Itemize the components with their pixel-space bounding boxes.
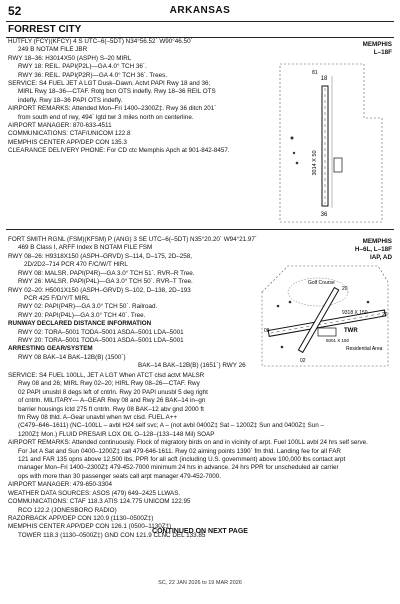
airport-name-line: FORT SMITH RGNL (FSM)(KFSM) P (ANG) 3 SE UTC–6(–5DT) N35°20.20´ W94°21.97´ bbox=[8, 236, 258, 243]
arresting-gear-line: BAK–14 BAK–12B(B) (1651´) RWY 26 bbox=[138, 362, 246, 370]
service-line: SERVICE: S4 FUEL JET A LGT Dusk–Dawn. Actvt PAPI Rwy 18 and 36; bbox=[8, 80, 211, 88]
chart-ref-memphis: MEMPHIS bbox=[362, 238, 392, 245]
remarks-line: AIRPORT REMARKS: Attended Mon–Fri 1400–2300Z‡. Rwy 36 ditch 201´ bbox=[8, 105, 217, 113]
center-line: MEMPHIS CENTER APP/DEP CON 135.3 bbox=[8, 138, 127, 146]
center-line: MEMPHIS CENTER APP/DEP CON 126.1 (0500–1130Z‡) bbox=[8, 523, 172, 531]
rco-line: RCO 122.2 (JONESBORO RADIO) bbox=[18, 506, 117, 514]
header-rule bbox=[6, 21, 394, 22]
service-line: SERVICE: S4 FUEL 100LL, JET A LGT When ATCT clsd actvt MALSR bbox=[8, 372, 205, 379]
residential-area-label: Residential Area bbox=[346, 346, 383, 352]
rwy-08-label: 08 bbox=[264, 328, 270, 334]
service-line: 02 PAPI unusbl 8 degs left of cntrln. Rwy 20 PAPI unusbl 5 deg right bbox=[18, 388, 208, 396]
runway-dimension-label: 9318 X 150 bbox=[342, 310, 368, 316]
remarks-line: ops with more than 30 passenger seats call arpt manager 479-452-7000. bbox=[18, 472, 222, 480]
service-line: (C479–646–1611) (NC–100LL – avbl H24 self svc; A – (not avbl 0400Z‡ Sat – 1200Z‡ Sun and 0400Z‡ Sun – bbox=[18, 422, 324, 430]
runway-end-line: RWY 18: REIL. PAPI(P2L)—GA 4.0° TCH 36´. bbox=[18, 63, 147, 71]
elev-top-label: 81 bbox=[312, 70, 318, 76]
chart-ref-iap: IAP, AD bbox=[369, 254, 392, 261]
comms-line: COMMUNICATIONS: CTAF 118.3 ATIS 124.775 UNICOM 122.95 bbox=[8, 498, 191, 506]
airport-name-line: HUTFLY (FCY)(KFCY) 4 S UTC–6(–5DT) N34°56.52´ W90°46.50´ bbox=[8, 38, 193, 45]
runway-line: RWY 08–26: H9318X150 (ASPH–GRVD) S–114, D–175, 2D–258, bbox=[8, 253, 193, 260]
remarks-line: For Jet A Sat and Sun 0400–1200Z‡ call 479-646-1611. Rwy 02 aiming points 1390´ fm thld. Landing fee for all FAR bbox=[18, 447, 341, 455]
runway-end-line: RWY 20: PAPI(P4L)—GA 3.0° TCH 40´. Tree. bbox=[18, 311, 146, 319]
fort-smith-remarks bbox=[8, 372, 396, 540]
elev-line: 249 B NOTAM FILE JBR bbox=[18, 46, 88, 54]
obstruction-symbol bbox=[367, 301, 370, 304]
declared-distance-heading: RUNWAY DECLARED DISTANCE INFORMATION bbox=[8, 320, 152, 328]
fort-smith-header bbox=[8, 236, 396, 253]
rwy-36-label: 36 bbox=[320, 212, 328, 218]
tower-line: TOWER 118.3 (1130–0500Z‡) GND CON 121.9 CLNC DEL 133.85 bbox=[18, 531, 206, 539]
declared-distance-line: RWY 02: TORA–5001 TODA–5001 ASDA–5001 LDA–5001 bbox=[18, 328, 184, 336]
edition-dates: SC, 22 JAN 2026 to 19 MAR 2026 bbox=[158, 580, 242, 586]
city-heading-forrest-city: FORREST CITY bbox=[8, 24, 82, 35]
obstruction-symbol bbox=[289, 301, 292, 304]
app-dep-line: RAZORBACK APP/DEP CON 120.9 (1130–0500Z‡) bbox=[8, 514, 154, 522]
diagram-border bbox=[280, 64, 382, 222]
golf-course-label: Golf Course bbox=[308, 280, 335, 286]
chart-ref-l18f: L–18F bbox=[373, 49, 392, 56]
declared-distance-line: RWY 20: TORA–5001 TODA–5001 ASDA–5001 LDA–5001 bbox=[18, 337, 184, 345]
runway-line: RWY 18–36: H3014X50 (ASPH) S–20 MIRL bbox=[8, 54, 132, 62]
weather-line: WEATHER DATA SOURCES: ASOS (479) 649–2425 LLWAS. bbox=[8, 489, 181, 497]
rwy-26-label: 26 bbox=[382, 312, 388, 318]
elev-line: 469 B Class I, ARFF Index B NOTAM FILE FSM bbox=[18, 244, 153, 252]
continued-note: CONTINUED ON NEXT PAGE bbox=[152, 528, 248, 535]
state-title: ARKANSAS bbox=[169, 5, 231, 16]
rwy-20-label: 20 bbox=[342, 286, 348, 292]
service-line: 1200Z‡ Mon.) FLUID PRESAIR LOX OIL O–128–(133–148 Mil) SOAP bbox=[18, 430, 215, 438]
runway-line: 2D/2D2–714 PCR 470 F/C/W/T HIRL bbox=[24, 261, 128, 269]
manager-line: AIRPORT MANAGER: 870-633-4511 bbox=[8, 122, 112, 130]
forrest-city-entry bbox=[8, 38, 270, 156]
tower-label: TWR bbox=[344, 328, 358, 334]
service-line: fm Rwy 08 thld. A–Gear unavbl when twr clsd. FUEL A++ bbox=[18, 414, 178, 422]
page-number: 52 bbox=[8, 4, 22, 18]
runway-18-36 bbox=[322, 86, 328, 206]
service-line: Rwy 08 and 26; MIRL Rwy 02–20; HIRL Rwy 08–26—CTAF. Rwy bbox=[18, 380, 200, 388]
service-line: MIRL Rwy 18–36—CTAF. Rotg bcn OTS indefly. Rwy 18–36 REIL OTS bbox=[18, 88, 216, 96]
obstruction-symbol bbox=[291, 137, 294, 140]
runway-end-line: RWY 36: REIL. PAPI(P2R)—GA 4.0° TCH 36´. Trees. bbox=[18, 71, 168, 79]
rwy-18-label: 18 bbox=[320, 76, 328, 82]
arresting-gear-line: RWY 08 BAK–14 BAK–12B(B) (1500´) bbox=[18, 353, 126, 361]
clearance-line: CLEARANCE DELIVERY PHONE: For CD ctc Memphis Apch at 901-842-8457. bbox=[8, 147, 230, 155]
remarks-line: from south end of rwy, 494´ lgtd twr 3 miles north on centerline. bbox=[18, 113, 194, 121]
chart-ref-memphis: MEMPHIS bbox=[362, 41, 392, 48]
runway-end-line: RWY 02: PAPI(P4R)—GA 3.0° TCH 50´. Railroad. bbox=[18, 303, 158, 311]
obstruction-symbol bbox=[281, 346, 284, 349]
apron bbox=[334, 158, 342, 172]
runway-dimension-label: 3014 X 50 bbox=[312, 150, 318, 176]
apron bbox=[318, 328, 336, 336]
remarks-line: manager Mon–Fri 1400–2300Z‡ 479-452-7000 minimum 24 hrs in advance. 24 hrs PPR for unscheduled air carrier bbox=[18, 464, 339, 472]
obstruction-symbol bbox=[296, 162, 299, 165]
remarks-line: 121 and FAR 135 opns above 12,500 lbs. PPR for all acft (including U.S. government) above 100,000 lbs contact arpt bbox=[18, 456, 346, 464]
remarks-line: AIRPORT REMARKS: Attended continuously. Flock of migratory birds on and in vicinity of arpt. Fuel 100LL avbl 24 hrs self serve. bbox=[8, 439, 368, 447]
obstruction-symbol bbox=[293, 152, 295, 154]
fort-smith-airport-diagram bbox=[258, 262, 392, 372]
section-rule bbox=[6, 229, 394, 230]
runway-end-line: RWY 26: MALSR. PAPI(P4L)—GA 3.0° TCH 50´. RVR–T Tree. bbox=[18, 278, 193, 286]
comms-line: COMMUNICATIONS: CTAF/UNICOM 122.8 bbox=[8, 130, 131, 138]
service-line: barrier housings lctd 275 ft cntrln. Rwy 08 BAK–12 abv gnd 2000 ft bbox=[18, 405, 204, 413]
service-line: of cntrln. MILITARY— A–GEAR Rwy 08 and Rwy 26 BAK–14 in–gn bbox=[18, 397, 206, 405]
fort-smith-runways bbox=[8, 253, 246, 371]
service-line: indefly. Rwy 18–36 PAPI OTS indefly. bbox=[18, 96, 123, 104]
arresting-gear-heading: ARRESTING GEAR/SYSTEM bbox=[8, 345, 93, 353]
runway-line: RWY 02–20: H5001X150 (ASPH–GRVD) S–102, D–138, 2D–193 bbox=[8, 286, 191, 294]
runway-end-line: RWY 08: MALSR. PAPI(P4R)—GA 3.0° TCH 51´. RVR–R Tree. bbox=[18, 269, 195, 277]
runway-dimension-label: 5001 X 150 bbox=[326, 338, 350, 343]
manager-line: AIRPORT MANAGER: 479-650-3304 bbox=[8, 481, 113, 489]
obstruction-symbol bbox=[277, 305, 280, 308]
rwy-02-label: 02 bbox=[300, 358, 306, 364]
chart-ref-h6l: H–6L, L–18F bbox=[354, 246, 392, 253]
forrest-city-airport-diagram bbox=[272, 58, 390, 228]
runway-line: PCR 425 F/D/Y/T MIRL bbox=[24, 295, 90, 303]
